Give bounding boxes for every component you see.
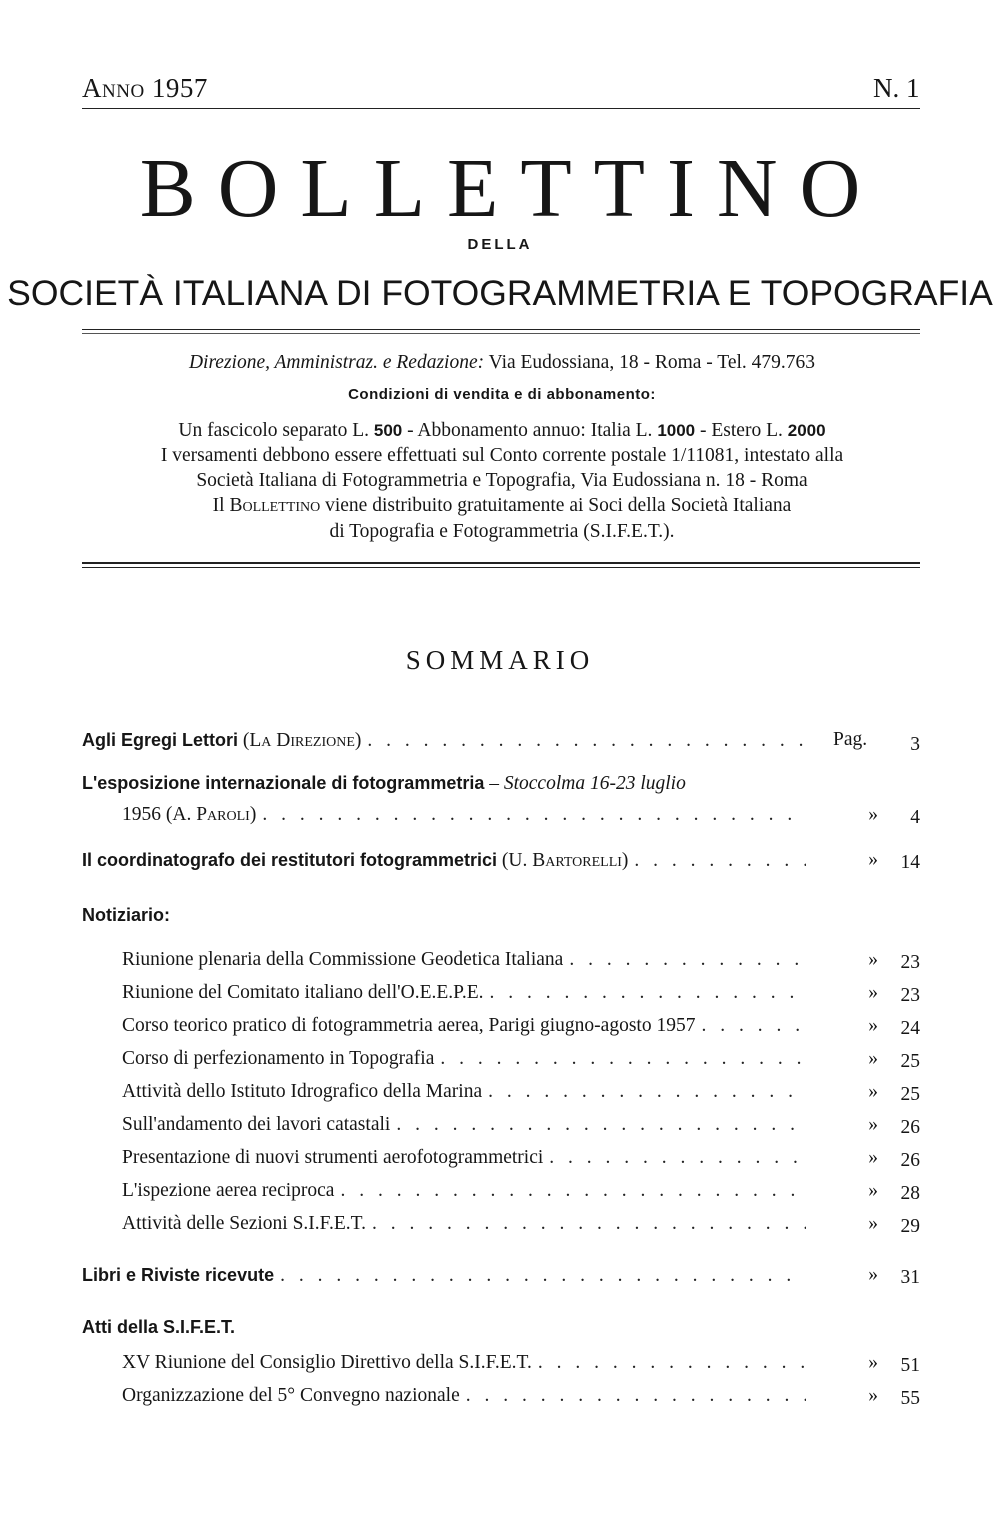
notiziario-item[interactable] xyxy=(122,1176,812,1206)
versamenti-line-2: Società Italiana di Fotogrammetria e Topografia, Via Eudossiana n. 18 - Roma xyxy=(196,470,808,491)
page-number: 26 xyxy=(900,1150,920,1171)
toc-entry-author: (La Direzione) xyxy=(242,730,362,751)
notiziario-item-label: Attività dello Istituto Idrografico della Marina xyxy=(122,1081,483,1102)
fascicolo-price: 500 xyxy=(373,421,403,440)
page-number: 3 xyxy=(910,734,920,755)
society-name: SOCIETÀ ITALIANA DI FOTOGRAMMETRIA E TOPOGRAFIA xyxy=(7,273,993,313)
leader-dots xyxy=(280,1261,806,1291)
notiziario-item-label: Sull'andamento dei lavori catastali xyxy=(122,1114,391,1135)
header-rule xyxy=(82,108,920,109)
toc-entry-title: Il coordinatografo dei restitutori fotogrammetrici xyxy=(82,850,498,870)
sommario-title: SOMMARIO xyxy=(405,645,595,675)
notiziario-item-label: Corso teorico pratico di fotogrammetria aerea, Parigi giugno-agosto 1957 xyxy=(122,1015,696,1036)
page-number: 25 xyxy=(900,1084,920,1105)
page-number: 28 xyxy=(900,1183,920,1204)
estero-price: 2000 xyxy=(787,421,826,440)
notiziario-item[interactable] xyxy=(122,1209,812,1239)
page-number: 31 xyxy=(900,1267,920,1288)
notiziario-heading: Notiziario: xyxy=(82,905,170,925)
distrib-text-c: viene distribuito gratuitamente ai Soci della Società Italiana xyxy=(320,495,792,516)
della-label: DELLA xyxy=(467,236,533,253)
notiziario-item[interactable] xyxy=(122,1077,812,1107)
ditto-mark: » xyxy=(868,1213,878,1234)
atti-item-label: Organizzazione del 5° Convegno nazionale xyxy=(122,1385,460,1406)
society-rule-bottom xyxy=(82,333,920,334)
info-rule-top xyxy=(82,562,920,564)
notiziario-item-label: Presentazione di nuovi strumenti aerofotogrammetrici xyxy=(122,1147,544,1168)
distrib-text-a: Il xyxy=(212,495,230,516)
fascicolo-text-a: Un fascicolo separato L. xyxy=(178,420,374,441)
page-number: 26 xyxy=(900,1117,920,1138)
notiziario-item-label: Corso di perfezionamento in Topografia xyxy=(122,1048,435,1069)
notiziario-item[interactable] xyxy=(122,945,812,975)
notiziario-item[interactable] xyxy=(122,1011,812,1041)
page-number: 23 xyxy=(900,952,920,973)
direzione-line xyxy=(82,352,922,374)
italia-price: 1000 xyxy=(657,421,696,440)
page-number: 4 xyxy=(910,807,920,828)
toc-entry-title: Libri e Riviste ricevute xyxy=(82,1265,275,1285)
leader-dots xyxy=(440,1044,806,1074)
page-number: 24 xyxy=(900,1018,920,1039)
fascicolo-text-c: - Estero L. xyxy=(695,420,788,441)
toc-entry-lettori[interactable] xyxy=(82,725,820,755)
info-rule-bottom xyxy=(82,567,920,568)
distrib-bollettino: Bollettino xyxy=(229,495,321,516)
ditto-mark: » xyxy=(868,1385,878,1406)
notiziario-item[interactable] xyxy=(122,1044,812,1074)
page-number: 51 xyxy=(900,1355,920,1376)
ditto-mark: » xyxy=(868,1147,878,1168)
leader-dots xyxy=(549,1143,806,1173)
ditto-mark: » xyxy=(868,1048,878,1069)
notiziario-item-label: Riunione del Comitato italiano dell'O.E.E.P.E. xyxy=(122,982,484,1003)
direzione-label: Direzione, Amministraz. e Redazione: xyxy=(188,352,485,373)
ditto-mark: » xyxy=(868,1015,878,1036)
ditto-mark: » xyxy=(868,1264,878,1285)
toc-entry-esposizione-line2[interactable] xyxy=(122,800,812,830)
toc-entry-title: L'esposizione internazionale di fotogrammetria xyxy=(82,773,485,793)
notiziario-item-label: L'ispezione aerea reciproca xyxy=(122,1180,335,1201)
page-number: 14 xyxy=(900,852,920,873)
notiziario-item-label: Attività delle Sezioni S.I.F.E.T. xyxy=(122,1213,366,1234)
distribution-line-2: di Topografia e Fotogrammetria (S.I.F.E.T.). xyxy=(329,521,675,542)
page-number: 29 xyxy=(900,1216,920,1237)
toc-entry-coordinatografo[interactable] xyxy=(82,845,812,875)
toc-entry-subtitle: – Stoccolma 16-23 luglio xyxy=(489,773,686,794)
atti-heading: Atti della S.I.F.E.T. xyxy=(82,1317,236,1337)
society-rule-top xyxy=(82,329,920,330)
page-number: 25 xyxy=(900,1051,920,1072)
condizioni-heading: Condizioni di vendita e di abbonamento: xyxy=(348,386,656,403)
ditto-mark: » xyxy=(868,804,878,825)
leader-dots xyxy=(538,1348,806,1378)
ditto-mark: » xyxy=(868,849,878,870)
fascicolo-line xyxy=(82,420,922,442)
toc-entry-libri[interactable] xyxy=(82,1260,812,1290)
leader-dots xyxy=(569,945,806,975)
atti-item-label: XV Riunione del Consiglio Direttivo della S.I.F.E.T. xyxy=(122,1352,532,1373)
ditto-mark: » xyxy=(868,982,878,1003)
page-title: BOLLETTINO xyxy=(139,142,883,235)
ditto-mark: » xyxy=(868,949,878,970)
notiziario-item[interactable] xyxy=(122,1143,812,1173)
notiziario-item[interactable] xyxy=(122,1110,812,1140)
notiziario-item[interactable] xyxy=(122,978,812,1008)
fascicolo-text-b: - Abbonamento annuo: Italia L. xyxy=(402,420,658,441)
leader-dots xyxy=(466,1381,806,1411)
toc-entry-author: (U. Bartorelli) xyxy=(501,850,629,871)
distribution-line-1 xyxy=(82,495,922,517)
toc-entry-author: 1956 (A. Paroli) xyxy=(122,804,257,825)
leader-dots xyxy=(340,1176,806,1206)
direzione-address: Via Eudossiana, 18 - Roma - Tel. 479.763 xyxy=(488,352,816,373)
versamenti-line-1: I versamenti debbono essere effettuati sul Conto corrente postale 1/11081, intestato alla xyxy=(160,445,844,466)
pag-label: Pag. xyxy=(833,729,868,750)
leader-dots xyxy=(367,726,814,756)
leader-dots xyxy=(701,1011,806,1041)
issue-number: N. 1 xyxy=(873,73,920,103)
atti-item[interactable] xyxy=(122,1348,812,1378)
toc-entry-esposizione[interactable] xyxy=(82,768,812,799)
leader-dots xyxy=(262,800,806,830)
ditto-mark: » xyxy=(868,1114,878,1135)
notiziario-item-label: Riunione plenaria della Commissione Geodetica Italiana xyxy=(122,949,564,970)
ditto-mark: » xyxy=(868,1180,878,1201)
page-number: 23 xyxy=(900,985,920,1006)
leader-dots xyxy=(490,978,806,1008)
toc-entry-title: Agli Egregi Lettori xyxy=(82,730,239,750)
page-number: 55 xyxy=(900,1388,920,1409)
leader-dots xyxy=(396,1110,806,1140)
leader-dots xyxy=(372,1209,806,1239)
ditto-mark: » xyxy=(868,1081,878,1102)
leader-dots xyxy=(634,846,806,876)
year-label: Anno 1957 xyxy=(82,73,208,103)
atti-item[interactable] xyxy=(122,1381,812,1411)
leader-dots xyxy=(488,1077,806,1107)
ditto-mark: » xyxy=(868,1352,878,1373)
